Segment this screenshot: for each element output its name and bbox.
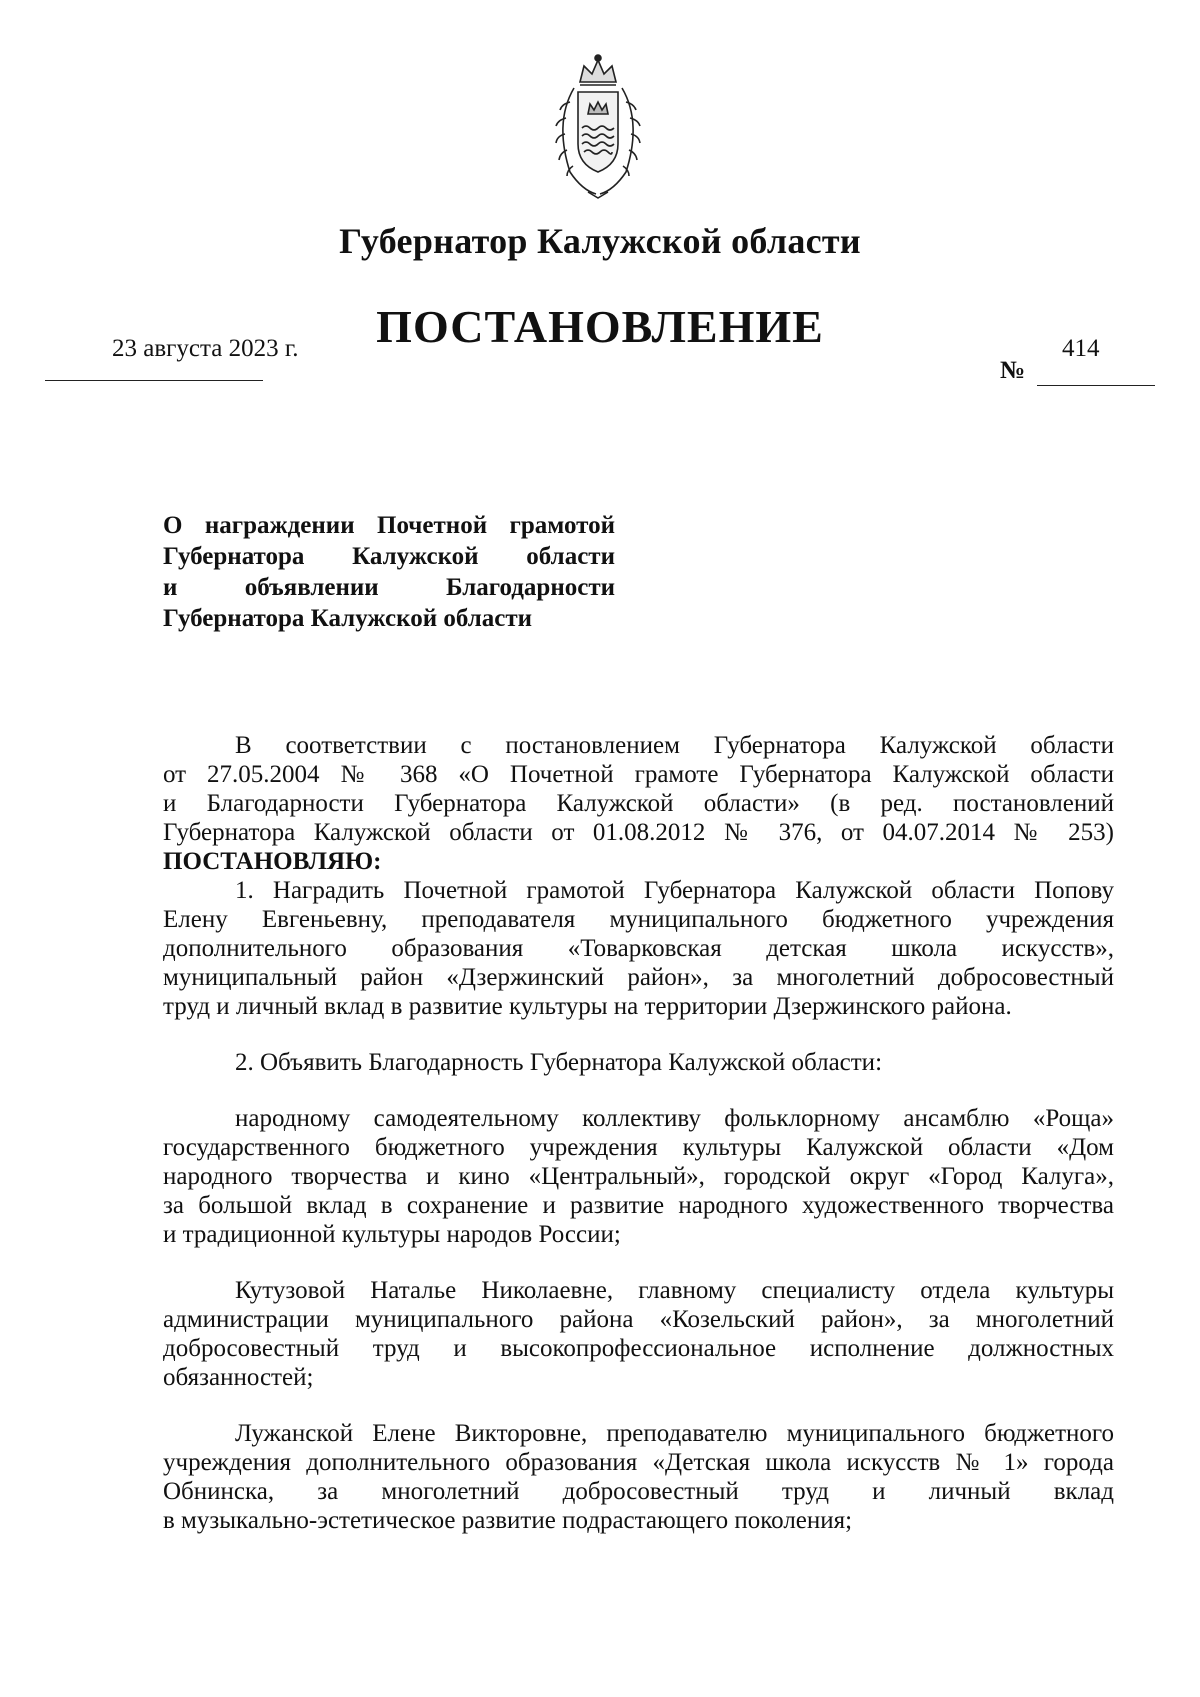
text-line: учреждения дополнительного образования «Детская школа искусств № 1» города	[163, 1449, 1114, 1476]
subject-line: Губернатора Калужской области	[163, 543, 615, 570]
number-label: №	[1000, 357, 1026, 384]
text-line: В соответствии с постановлением Губернатора Калужской области	[235, 732, 1114, 759]
text-line: администрации муниципального района «Козельский район», за многолетний	[163, 1306, 1114, 1333]
text-line: и Благодарности Губернатора Калужской области» (в ред. постановлений	[163, 790, 1114, 817]
document-body	[163, 731, 1114, 1535]
text-line: от 27.05.2004 № 368 «О Почетной грамоте Губернатора Калужской области	[163, 761, 1114, 788]
subject-line: О награждении Почетной грамотой	[163, 512, 615, 539]
text-line: дополнительного образования «Товарковская детская школа искусств»,	[163, 935, 1114, 962]
kaluga-coat-of-arms-icon	[540, 52, 656, 202]
subject-heading	[163, 510, 615, 634]
preamble-paragraph	[163, 731, 1114, 847]
awardee-paragraph	[163, 1104, 1114, 1249]
text-line: труд и личный вклад в развитие культуры на территории Дзержинского района.	[163, 993, 1012, 1020]
item-1-paragraph	[163, 876, 1114, 1021]
text-line: государственного бюджетного учреждения культуры Калужской области «Дом	[163, 1134, 1114, 1161]
subject-line: Губернатора Калужской области	[163, 605, 533, 632]
text-line: в музыкально-эстетическое развитие подрастающего поколения;	[163, 1507, 853, 1534]
document-type-title: ПОСТАНОВЛЕНИЕ	[376, 301, 824, 352]
awardee-paragraph	[163, 1419, 1114, 1535]
paragraph-gap	[163, 1249, 1114, 1276]
text-line: Кутузовой Наталье Николаевне, главному специалисту отдела культуры	[235, 1277, 1114, 1304]
paragraph-gap	[163, 1077, 1114, 1104]
date-underline	[45, 380, 263, 381]
text-line: добросовестный труд и высокопрофессиональное исполнение должностных	[163, 1335, 1114, 1362]
awardee-paragraph	[163, 1276, 1114, 1392]
text-line: обязанностей;	[163, 1364, 314, 1391]
paragraph-gap	[163, 1021, 1114, 1048]
text-line: муниципальный район «Дзержинский район», за многолетний добросовестный	[163, 964, 1114, 991]
issuer-title: Губернатор Калужской области	[339, 221, 861, 261]
text-line: и традиционной культуры народов России;	[163, 1221, 621, 1248]
document-number: 414	[1062, 335, 1100, 362]
document-date: 23 августа 2023 г.	[112, 335, 299, 362]
text-line: 1. Наградить Почетной грамотой Губернатора Калужской области Попову	[235, 877, 1114, 904]
paragraph-gap	[163, 1392, 1114, 1419]
text-line: за большой вклад в сохранение и развитие народного художественного творчества	[163, 1192, 1114, 1219]
text-line: Лужанской Елене Викторовне, преподавателю муниципального бюджетного	[235, 1420, 1114, 1447]
subject-line: и объявлении Благодарности	[163, 574, 615, 601]
text-line: Обнинска, за многолетний добросовестный труд и личный вклад	[163, 1478, 1114, 1505]
text-line: Губернатора Калужской области от 01.08.2012 № 376, от 04.07.2014 № 253)	[163, 819, 1114, 846]
text-line: Елену Евгеньевну, преподавателя муниципального бюджетного учреждения	[163, 906, 1114, 933]
text-line: народного творчества и кино «Центральный», городской округ «Город Калуга»,	[163, 1163, 1114, 1190]
text-line: народному самодеятельному коллективу фольклорному ансамблю «Роща»	[235, 1105, 1114, 1132]
resolve-keyword: ПОСТАНОВЛЯЮ:	[163, 848, 382, 875]
item-2-heading: 2. Объявить Благодарность Губернатора Калужской области:	[235, 1049, 883, 1076]
number-underline	[1037, 385, 1155, 386]
